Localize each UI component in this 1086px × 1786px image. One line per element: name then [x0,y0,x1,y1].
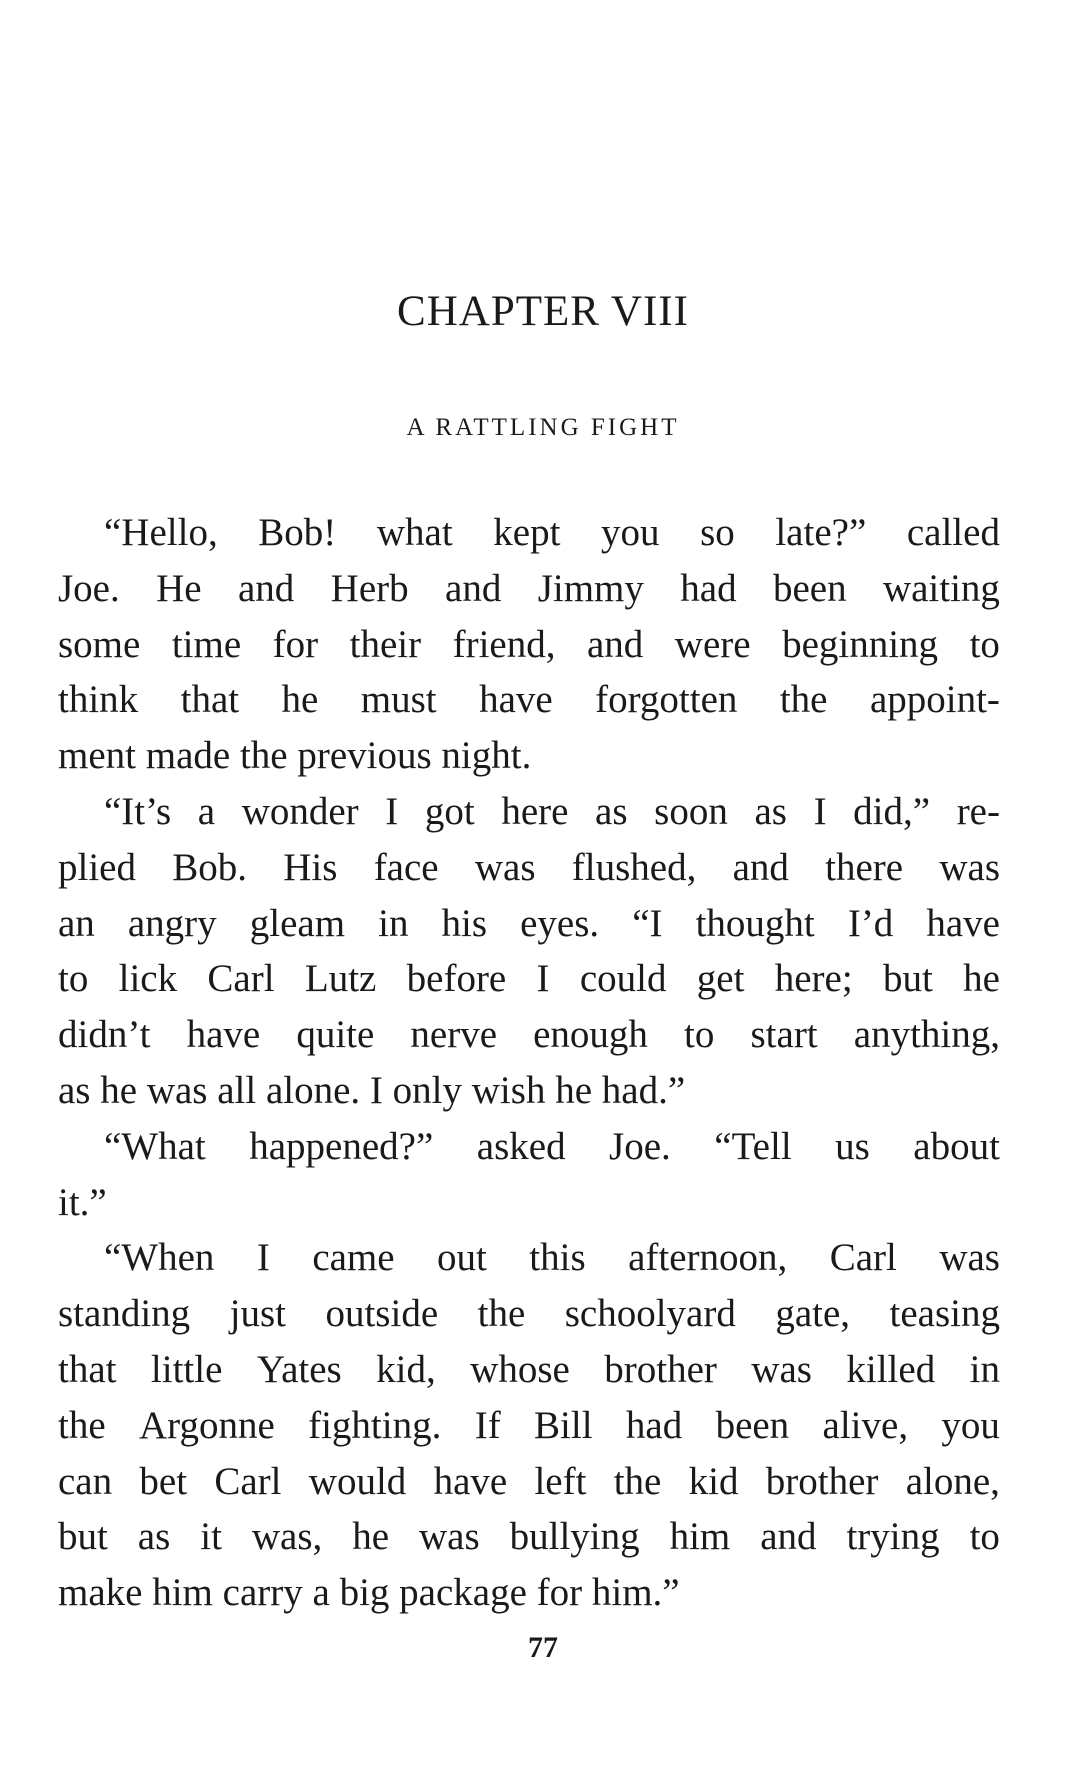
text-line: the Argonne fighting. If Bill had been alive, you [58,1403,1000,1447]
text-line: to lick Carl Lutz before I could get here; but he [58,957,1000,1001]
page-number: 77 [528,1631,558,1664]
text-line: make him carry a big package for him.” [58,1571,680,1615]
text-line: “What happened?” asked Joe. “Tell us about [104,1124,1000,1168]
text-line: “When I came out this afternoon, Carl was [104,1236,1000,1280]
text-line: ment made the previous night. [58,734,532,778]
text-line: as he was all alone. I only wish he had.” [58,1068,686,1112]
text-line: plied Bob. His face was flushed, and there was [58,845,1000,889]
text-line: can bet Carl would have left the kid brother alone, [58,1459,1000,1503]
text-line: Joe. He and Herb and Jimmy had been waiting [58,566,1000,610]
text-line: but as it was, he was bullying him and trying to [58,1515,1000,1559]
chapter-title: CHAPTER VIII [397,288,689,335]
text-line: an angry gleam in his eyes. “I thought I’d have [58,901,1000,945]
text-line: it.” [58,1180,107,1224]
text-line: that little Yates kid, whose brother was killed in [58,1347,1000,1391]
text-line: some time for their friend, and were beginning to [58,622,1000,666]
text-line: standing just outside the schoolyard gate, teasing [58,1292,1000,1336]
chapter-body-text [58,505,1000,1621]
text-line: didn’t have quite nerve enough to start anything, [58,1013,1000,1057]
text-line: think that he must have forgotten the appoint- [58,678,1000,722]
text-line: “It’s a wonder I got here as soon as I did,” re- [104,789,1000,833]
chapter-subtitle: A RATTLING FIGHT [406,414,680,441]
text-line: “Hello, Bob! what kept you so late?” called [104,511,1000,554]
